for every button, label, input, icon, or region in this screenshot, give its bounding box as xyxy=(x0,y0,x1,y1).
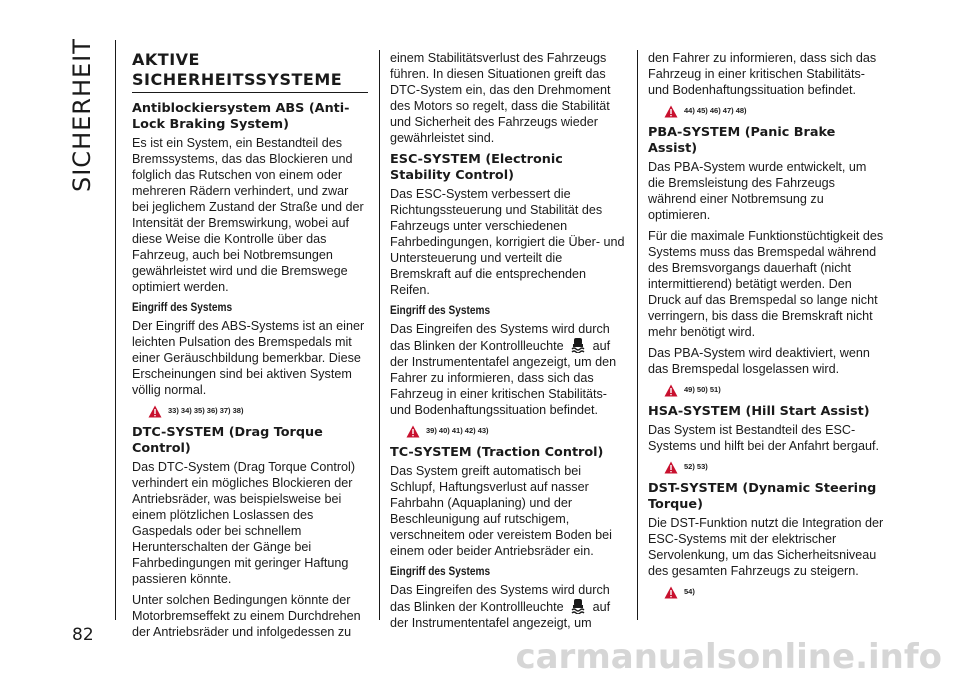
warning-triangle-icon xyxy=(664,384,678,397)
warning-triangle-icon xyxy=(148,405,162,418)
hsa-text: Das System ist Bestandteil des ESC-Systems und hilft bei der Anfahrt bergauf. xyxy=(648,423,880,453)
watermark: carmanualsonline.info xyxy=(515,637,942,677)
dtc-text-2: Unter solchen Bedingungen könnte der Motorbremseffekt zu einem Durchdrehen der Antriebsräder und infolgedessen zu xyxy=(132,593,361,639)
page-number: 82 xyxy=(72,625,94,645)
section-label: SICHERHEIT xyxy=(68,38,96,192)
warning-refs: 44) 45) 46) 47) 48) xyxy=(684,106,747,115)
section-divider xyxy=(115,40,116,620)
dst-text: Die DST-Funktion nutzt die Integration der ESC-Systems mit der elektrischer Servolenkung, um das Sicherheitsniveau des gesamten Fahrzeugs zu steigern. xyxy=(648,516,884,578)
esc-sub-text-a: Das Eingreifen des Systems wird durch das Blinken der Kontrollleuchte xyxy=(390,322,610,353)
pba-warning-refs xyxy=(664,382,884,398)
tc-sub-text-a: Das Eingreifen des Systems wird durch das Blinken der Kontrollleuchte xyxy=(390,583,610,614)
abs-warning-refs xyxy=(148,403,368,419)
column-divider xyxy=(379,50,380,620)
pba-heading: PBA-SYSTEM (Panic Brake Assist) xyxy=(648,125,836,156)
esc-sub-text xyxy=(390,321,626,418)
main-heading: AKTIVE SICHERHEITSSYSTEME xyxy=(132,50,368,93)
esc-warning-lamp-icon xyxy=(570,337,586,353)
dtc-heading: DTC-SYSTEM (Drag Torque Control) xyxy=(132,425,323,456)
warning-triangle-icon xyxy=(664,461,678,474)
abs-sub-text: Der Eingriff des ABS-Systems ist an einer leichten Pulsation des Bremspedals mit einer Geräuschbildung bemerkbar. Diese Erscheinungen sind bei aktiven System völlig normal. xyxy=(132,319,365,397)
tc-subheading: Eingriff des Systems xyxy=(390,566,491,578)
esc-heading: ESC-SYSTEM (Electronic Stability Control) xyxy=(390,152,563,183)
column-1 xyxy=(132,50,368,645)
tc-sub-text-b: auf der Instrumententafel angezeigt, um xyxy=(390,600,611,630)
esc-warning-lamp-icon xyxy=(570,598,586,614)
tc-continued-text: den Fahrer zu informieren, dass sich das Fahrzeug in einer kritischen Stabilitäts- und Bodenhaftungssituation befindet. xyxy=(648,51,877,97)
warning-refs: 52) 53) xyxy=(684,462,708,471)
warning-triangle-icon xyxy=(664,105,678,118)
abs-subheading: Eingriff des Systems xyxy=(132,302,233,314)
tc-warning-refs xyxy=(664,103,884,119)
dtc-continued-text: einem Stabilitätsverlust des Fahrzeugs führen. In diesen Situationen greift das DTC-System ein, das den Drehmoment des Motors so regelt, dass die Stabilität und Sicherheit des Fahrzeugs wieder gewährleistet sind. xyxy=(390,51,611,145)
dst-warning-refs xyxy=(664,584,884,600)
esc-subheading: Eingriff des Systems xyxy=(390,305,491,317)
pba-text-3: Das PBA-System wird deaktiviert, wenn das Bremspedal losgelassen wird. xyxy=(648,346,870,376)
esc-warning-refs xyxy=(406,423,626,439)
pba-text-2: Für die maximale Funktionstüchtigkeit des Systems muss das Bremspedal während des Bremsvorgangs dauerhaft (nicht intermittierend) betätigt werden. Den Druck auf das Bremspedal so lange nicht verringern, bis dass die Bremskraft nicht mehr benötigt wird. xyxy=(648,229,884,339)
column-3 xyxy=(648,50,884,606)
warning-triangle-icon xyxy=(664,586,678,599)
warning-refs: 49) 50) 51) xyxy=(684,385,721,394)
column-divider xyxy=(637,50,638,620)
warning-refs: 33) 34) 35) 36) 37) 38) xyxy=(168,406,244,415)
hsa-heading: HSA-SYSTEM (Hill Start Assist) xyxy=(648,404,870,419)
column-2 xyxy=(390,50,626,636)
tc-heading: TC-SYSTEM (Traction Control) xyxy=(390,445,604,460)
abs-heading: Antiblockiersystem ABS (Anti-Lock Braking System) xyxy=(132,101,350,132)
abs-text: Es ist ein System, ein Bestandteil des Bremssystems, das das Blockieren und folglich das Rutschen von einem oder mehreren Rädern verhindert, und zwar bei jeglichem Zustand der Straße und der Intensität der Bremswirkung, wobei auf diese Weise die Kontrolle über das Fahrzeug, auch bei Notbremsungen gewährleistet wird und die Bremswege optimiert werden. xyxy=(132,136,364,294)
esc-sub-text-b: auf der Instrumententafel angezeigt, um den Fahrer zu informieren, dass sich das Fahrzeug in einer kritischen Stabilitäts- und Bodenhaftungssituation befindet. xyxy=(390,339,617,417)
warning-triangle-icon xyxy=(406,425,420,438)
hsa-warning-refs xyxy=(664,459,884,475)
warning-refs: 54) xyxy=(684,587,695,596)
pba-text-1: Das PBA-System wurde entwickelt, um die Bremsleistung des Fahrzeugs während einer Notbremsung zu optimieren. xyxy=(648,160,867,222)
dtc-text-1: Das DTC-System (Drag Torque Control) verhindert ein mögliches Blockieren der Antriebsräder, was beispielsweise bei einem plötzlichen Loslassen des Gaspedals oder bei schnellem Herunterschalten der Gänge bei Fahrbedingungen mit geringer Haftung passieren könnte. xyxy=(132,460,356,586)
warning-refs: 39) 40) 41) 42) 43) xyxy=(426,426,489,435)
tc-text: Das System greift automatisch bei Schlupf, Haftungsverlust auf nasser Fahrbahn (Aquaplaning) und der Beschleunigung auf rutschigem, verschneitem oder vereistem Boden bei einem oder beider Antriebsräder ein. xyxy=(390,464,612,558)
tc-sub-text xyxy=(390,582,626,631)
esc-text: Das ESC-System verbessert die Richtungssteuerung und Stabilität des Fahrzeugs unter verschiedenen Fahrbedingungen, korrigiert die Über- und Untersteuerung und verteilt die Bremskraft auf die entsprechenden Reifen. xyxy=(390,187,625,297)
dst-heading: DST-SYSTEM (Dynamic Steering Torque) xyxy=(648,481,877,512)
